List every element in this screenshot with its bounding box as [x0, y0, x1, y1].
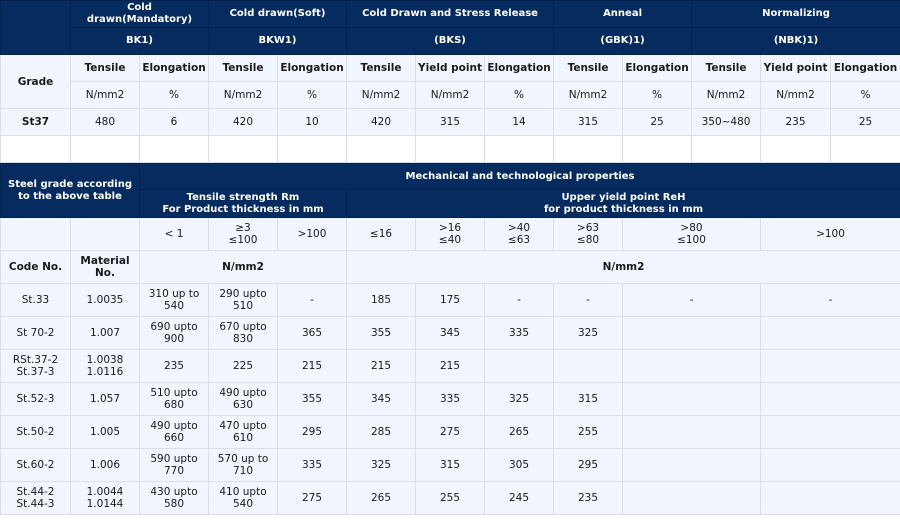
yield-cell: 325: [347, 449, 416, 482]
group-code-bk: BK1): [71, 28, 209, 55]
yield-cell: 315: [416, 449, 485, 482]
empty-cell: [831, 136, 900, 163]
empty-cell: [71, 136, 140, 163]
code-cell: St.33: [1, 284, 71, 317]
tensile-cell: 310 up to 540: [140, 284, 209, 317]
tensile-cell: 410 upto 540: [209, 482, 278, 515]
empty-cell: [1, 136, 71, 163]
empty-cell: [416, 136, 485, 163]
table-row: [1, 383, 900, 416]
yield-cell: 285: [347, 416, 416, 449]
table-row: [1, 416, 900, 449]
group-code-gbk: (GBK)1): [554, 28, 692, 55]
tensile-cell: 490 upto 660: [140, 416, 209, 449]
tensile-cell: 510 upto 680: [140, 383, 209, 416]
table-row: [1, 317, 900, 350]
yield-cell: 265: [485, 416, 554, 449]
unit-cell: N/mm2: [71, 82, 140, 109]
tensile-cell: 275: [278, 482, 347, 515]
table-row: [1, 284, 900, 317]
tensile-cell: 225: [209, 350, 278, 383]
code-cell: RSt.37-2 St.37-3: [1, 350, 71, 383]
yield-cell: [761, 383, 900, 416]
steel-grade-header: Steel grade according to the above table: [1, 164, 140, 218]
yield-cell: 325: [554, 317, 623, 350]
unit-row: [1, 82, 900, 109]
group-header-anneal: Anneal: [554, 1, 692, 28]
code-cell: St.60-2: [1, 449, 71, 482]
value-cell: 315: [416, 109, 485, 136]
tensile-cell: 490 upto 630: [209, 383, 278, 416]
tensile-cell: -: [278, 284, 347, 317]
unit-cell: %: [485, 82, 554, 109]
unit-cell: N/mm2: [692, 82, 761, 109]
tensile-cell: 470 upto 610: [209, 416, 278, 449]
tensile-cell: 335: [278, 449, 347, 482]
group-header-normalizing: Normalizing: [692, 1, 900, 28]
material-cell: 1.005: [71, 416, 140, 449]
code-cell: St 70-2: [1, 317, 71, 350]
yield-cell: 275: [416, 416, 485, 449]
yield-cell: [554, 350, 623, 383]
material-cell: 1.0038 1.0116: [71, 350, 140, 383]
corner-header-cell: [1, 1, 71, 55]
mech-properties-header: Mechanical and technological properties: [140, 164, 900, 190]
property-header: Elongation: [278, 55, 347, 82]
property-header: Tensile: [347, 55, 416, 82]
value-cell: 420: [347, 109, 416, 136]
property-header: Tensile: [692, 55, 761, 82]
grade-header: Grade: [1, 55, 71, 109]
material-cell: 1.0044 1.0144: [71, 482, 140, 515]
thickness-cell: >80 ≤100: [623, 218, 761, 251]
yield-cell: 185: [347, 284, 416, 317]
tensile-cell: 290 upto 510: [209, 284, 278, 317]
property-header: Elongation: [140, 55, 209, 82]
yield-cell: 345: [347, 383, 416, 416]
unit-cell: N/mm2: [209, 82, 278, 109]
table-row: [1, 482, 900, 515]
thickness-row: [1, 218, 900, 251]
property-header: Elongation: [485, 55, 554, 82]
empty-cell: [623, 136, 692, 163]
code-no-header: Code No.: [1, 251, 71, 284]
yield-cell: -: [554, 284, 623, 317]
tensile-cell: 590 upto 770: [140, 449, 209, 482]
yield-cell: [623, 416, 761, 449]
thickness-cell: >100: [761, 218, 900, 251]
tensile-cell: 690 upto 900: [140, 317, 209, 350]
group-code-bks: (BKS): [347, 28, 554, 55]
code-cell: St.50-2: [1, 416, 71, 449]
table-row: [1, 350, 900, 383]
column-label-row: [1, 251, 900, 284]
value-cell: 10: [278, 109, 347, 136]
tensile-cell: 365: [278, 317, 347, 350]
material-cell: 1.0035: [71, 284, 140, 317]
yield-header-line2: for product thickness in mm: [543, 203, 704, 215]
tensile-cell: 570 up to 710: [209, 449, 278, 482]
thickness-cell: ≤16: [347, 218, 416, 251]
yield-cell: [761, 416, 900, 449]
tensile-cell: 355: [278, 383, 347, 416]
property-header: Yield point: [761, 55, 831, 82]
group-code-bkw: BKW1): [209, 28, 347, 55]
yield-cell: 175: [416, 284, 485, 317]
tensile-cell: 295: [278, 416, 347, 449]
yield-unit-header: N/mm2: [347, 251, 900, 284]
thickness-cell: >63 ≤80: [554, 218, 623, 251]
property-header: Elongation: [831, 55, 900, 82]
group-code-row: [1, 28, 900, 55]
yield-cell: [761, 449, 900, 482]
grade-cell: St37: [1, 109, 71, 136]
tensile-header-line1: Tensile strength Rm: [186, 191, 300, 203]
unit-cell: %: [623, 82, 692, 109]
property-header: Elongation: [623, 55, 692, 82]
yield-cell: 215: [347, 350, 416, 383]
property-header: Tensile: [554, 55, 623, 82]
yield-cell: 325: [485, 383, 554, 416]
unit-cell: %: [831, 82, 900, 109]
empty-cell: [1, 218, 71, 251]
unit-cell: N/mm2: [347, 82, 416, 109]
tensile-header-line2: For Product thickness in mm: [162, 203, 324, 215]
material-cell: 1.007: [71, 317, 140, 350]
property-header-row: [1, 55, 900, 82]
material-cell: 1.057: [71, 383, 140, 416]
value-cell: 6: [140, 109, 209, 136]
mech-header-row: [1, 164, 900, 190]
value-cell: 315: [554, 109, 623, 136]
value-cell: 235: [761, 109, 831, 136]
yield-cell: 265: [347, 482, 416, 515]
group-header-stress-release: Cold Drawn and Stress Release: [347, 1, 554, 28]
upper-yield-header: [347, 190, 900, 218]
yield-cell: 335: [485, 317, 554, 350]
empty-cell: [209, 136, 278, 163]
yield-cell: 295: [554, 449, 623, 482]
value-cell: 25: [623, 109, 692, 136]
yield-cell: [761, 317, 900, 350]
tensile-cell: 670 upto 830: [209, 317, 278, 350]
value-cell: 350~480: [692, 109, 761, 136]
material-cell: 1.006: [71, 449, 140, 482]
table-row: [1, 449, 900, 482]
tensile-cell: 235: [140, 350, 209, 383]
empty-cell: [554, 136, 623, 163]
group-name-row: [1, 1, 900, 28]
group-code-nbk: (NBK)1): [692, 28, 900, 55]
empty-cell: [140, 136, 209, 163]
empty-cell: [485, 136, 554, 163]
yield-cell: -: [623, 284, 761, 317]
yield-header-line1: Upper yield point ReH: [561, 191, 686, 203]
yield-cell: 335: [416, 383, 485, 416]
yield-cell: [485, 350, 554, 383]
yield-cell: 305: [485, 449, 554, 482]
tensile-cell: 430 upto 580: [140, 482, 209, 515]
thickness-cell: >100: [278, 218, 347, 251]
value-cell: 420: [209, 109, 278, 136]
tensile-unit-header: N/mm2: [140, 251, 347, 284]
thickness-cell: < 1: [140, 218, 209, 251]
yield-cell: [623, 449, 761, 482]
group-header-cold-drawn-mandatory: Cold drawn(Mandatory): [71, 1, 209, 28]
empty-cell: [692, 136, 761, 163]
empty-cell: [347, 136, 416, 163]
value-cell: 480: [71, 109, 140, 136]
group-header-cold-drawn-soft: Cold drawn(Soft): [209, 1, 347, 28]
yield-cell: 345: [416, 317, 485, 350]
yield-cell: 315: [554, 383, 623, 416]
property-header: Yield point: [416, 55, 485, 82]
material-no-header: Material No.: [71, 251, 140, 284]
yield-cell: 245: [485, 482, 554, 515]
heat-treatment-table: [0, 0, 900, 163]
empty-cell: [71, 218, 140, 251]
unit-cell: N/mm2: [416, 82, 485, 109]
code-cell: St.44-2 St.44-3: [1, 482, 71, 515]
yield-cell: 235: [554, 482, 623, 515]
unit-cell: N/mm2: [761, 82, 831, 109]
value-cell: 14: [485, 109, 554, 136]
yield-cell: 215: [416, 350, 485, 383]
yield-cell: 355: [347, 317, 416, 350]
unit-cell: %: [140, 82, 209, 109]
yield-cell: [623, 350, 761, 383]
empty-row: [1, 136, 900, 163]
tensile-strength-header: [140, 190, 347, 218]
yield-cell: 255: [554, 416, 623, 449]
yield-cell: -: [761, 284, 900, 317]
yield-cell: 255: [416, 482, 485, 515]
unit-cell: %: [278, 82, 347, 109]
yield-cell: -: [485, 284, 554, 317]
property-header: Tensile: [209, 55, 278, 82]
code-cell: St.52-3: [1, 383, 71, 416]
mechanical-properties-table: [0, 163, 900, 515]
thickness-cell: >40 ≤63: [485, 218, 554, 251]
empty-cell: [761, 136, 831, 163]
property-header: Tensile: [71, 55, 140, 82]
thickness-cell: ≥3 ≤100: [209, 218, 278, 251]
yield-cell: [623, 317, 761, 350]
yield-cell: [761, 482, 900, 515]
yield-cell: [623, 383, 761, 416]
table-row: [1, 109, 900, 136]
yield-cell: [761, 350, 900, 383]
tensile-cell: 215: [278, 350, 347, 383]
empty-cell: [278, 136, 347, 163]
unit-cell: N/mm2: [554, 82, 623, 109]
thickness-cell: >16 ≤40: [416, 218, 485, 251]
value-cell: 25: [831, 109, 900, 136]
yield-cell: [623, 482, 761, 515]
